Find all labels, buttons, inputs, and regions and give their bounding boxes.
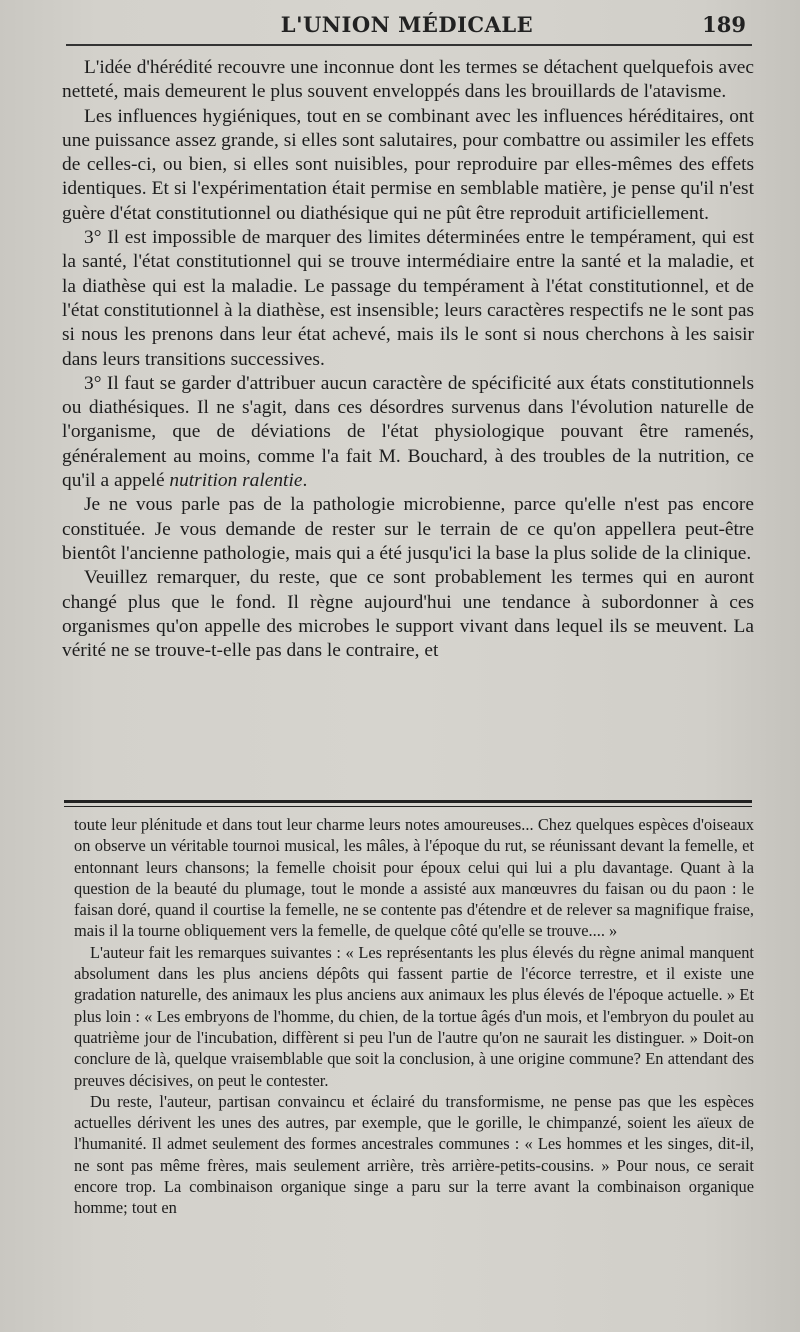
header-rule xyxy=(66,44,752,46)
footnote-paragraph: toute leur plénitude et dans tout leur charme leurs notes amoureuses... Chez quelques espèces d'oiseaux on observe un véritable tournoi musical, les mâles, à l'époque du rut, se réunissant devant la femelle, et entonnant leurs chansons; la femelle choisit pour époux celui qui lui a plu davantage. Quant à la question de la beauté du plumage, tout le monde a assisté aux manœuvres du faisan ou du paon : le faisan doré, quand il courtise la femelle, ne se contente pas d'étendre et de relever sa magnifique fraise, mais il la tourne obliquement vers la femelle, de quelque côté qu'elle se trouve.... » xyxy=(74,815,754,941)
body-paragraph xyxy=(62,372,754,493)
footnote-rule xyxy=(64,800,752,803)
journal-title: L'UNION MÉDICALE xyxy=(280,12,534,37)
page-number: 189 xyxy=(702,12,746,37)
paragraph-text: 3° Il faut se garder d'attribuer aucun caractère de spécificité aux états constitutionnels ou diathésiques. Il ne s'agit, dans ces désordres survenus dans l'évolution naturelle de l'organisme, que de déviations de l'état physiologique pouvant être ramenés, généralement au moins, comme l'a fait M. Bouchard, à des troubles de la nutrition, ce qu'il a appelé xyxy=(62,372,754,492)
body-paragraph: Je ne vous parle pas de la pathologie microbienne, parce qu'elle n'est pas encore constituée. Je vous demande de rester sur le terrain de ce qu'on appellera peut-être bientôt l'ancienne pathologie, mais qui a été jusqu'ici la base la plus solide de la clinique. xyxy=(62,494,754,564)
footnote-rule-thin xyxy=(64,806,752,807)
paragraph-text: . xyxy=(302,470,308,492)
body-paragraph: L'idée d'hérédité recouvre une inconnue dont les termes se détachent quelquefois avec netteté, mais demeurent le plus souvent enveloppés dans les brouillards de l'atavisme. xyxy=(62,57,754,103)
footnote-paragraph: Du reste, l'auteur, partisan convaincu et éclairé du transformisme, ne pense pas que les espèces actuelles dérivent les unes des autres, par exemple, que le gorille, le chimpanzé, soient les aïeux de l'humanité. Il admet seulement des formes ancestrales communes : « Les hommes et les singes, dit-il, ne sont pas même frères, mais seulement arrière, très arrière-petits-cousins. » Pour nous, ce serait encore trop. La combinaison organique singe a paru sur la terre avant la combinaison organique homme; tout en xyxy=(74,1091,754,1218)
footnotes xyxy=(74,814,754,1219)
running-header xyxy=(62,12,752,42)
footnote-paragraph: L'auteur fait les remarques suivantes : « Les représentants les plus élevés du règne animal manquent absolument dans les plus anciens dépôts qui fassent partie de l'écorce terrestre, et il existe une gradation naturelle, des animaux les plus anciens aux animaux les plus élevés de l'époque actuelle. » Et plus loin : « Les embryons de l'homme, du chien, de la tortue âgés d'un mois, et l'embryon du poulet au quatrième jour de l'incubation, diffèrent si peu l'un de l'autre qu'on ne saurait les distinguer. » Doit-on conclure de là, quelque vraisemblable que soit la conclusion, à une origine commune? En attendant des preuves décisives, on peut le contester. xyxy=(74,942,754,1090)
italic-term: nutrition ralentie xyxy=(169,470,303,492)
main-text xyxy=(62,56,754,663)
body-paragraph: Veuillez remarquer, du reste, que ce sont probablement les termes qui en auront changé plus que le fond. Il règne aujourd'hui une tendance à subordonner à ces organismes qu'on appelle des microbes le support vivant dans lequel ils se meuvent. La vérité ne se trouve-t-elle pas dans le contraire, et xyxy=(62,567,754,662)
body-paragraph: Les influences hygiéniques, tout en se combinant avec les influences héréditaires, ont une puissance assez grande, si elles sont salutaires, pour combattre ou assimiler les effets de celles-ci, ou bien, si elles sont nuisibles, pour reproduire par elles-mêmes des effets identiques. Et si l'expérimentation était permise en semblable matière, je pense qu'il n'est guère d'état constitutionnel ou diathésique qui ne pût être reproduit artificiellement. xyxy=(62,105,754,224)
body-paragraph: 3° Il est impossible de marquer des limites déterminées entre le tempérament, qui est la santé, l'état constitutionnel qui se trouve intermédiaire entre la santé et la maladie, et la diathèse qui est la maladie. Le passage du tempérament à l'état constitutionnel, et de l'état constitutionnel à la diathèse, est insensible; leurs caractères respectifs ne le sont pas si nous les prenons dans leur état achevé, mais ils le sont si nous cherchons à les saisir dans leurs transitions successives. xyxy=(62,227,754,370)
